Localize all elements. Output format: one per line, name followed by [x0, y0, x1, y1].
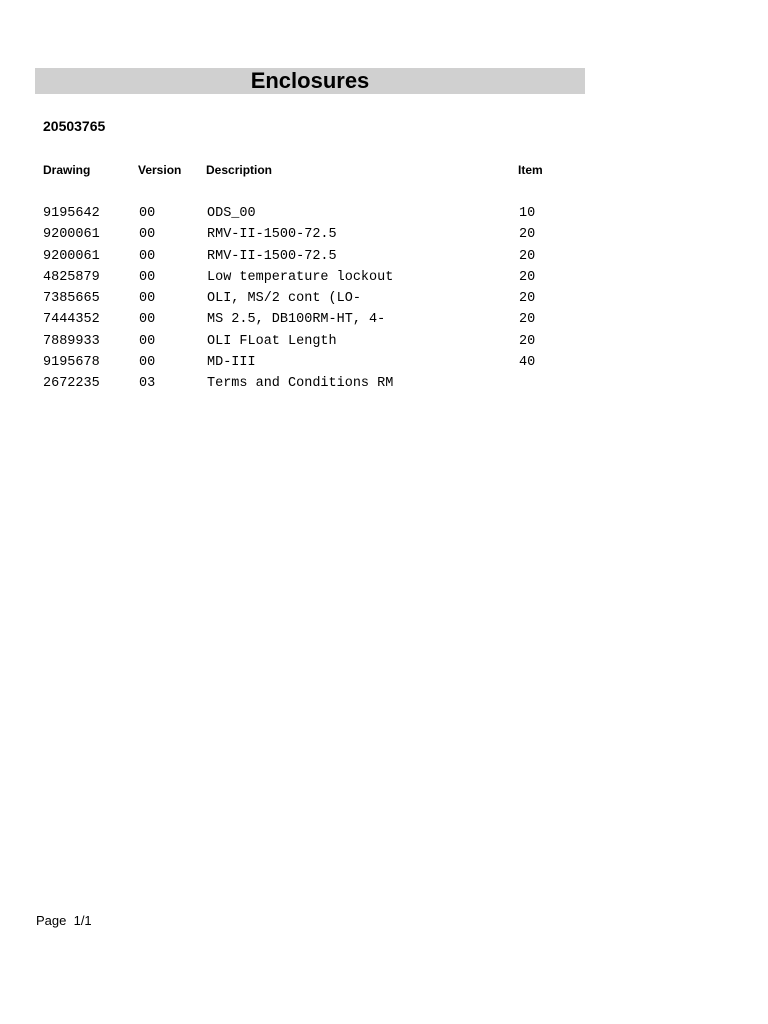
title-bar	[35, 68, 585, 94]
page-title: Enclosures	[250, 68, 370, 93]
cell-description: OLI, MS/2 cont (LO-	[207, 291, 361, 307]
page-number: Page 1/1	[36, 913, 92, 928]
cell-version: 00	[139, 206, 156, 221]
cell-drawing: 9195642	[43, 206, 100, 221]
cell-item: 20	[519, 333, 536, 349]
cell-drawing: 2672235	[43, 376, 100, 392]
cell-version: 00	[139, 355, 156, 371]
column-header-drawing: Drawing	[43, 163, 91, 177]
cell-description: RMV-II-1500-72.5	[207, 248, 337, 264]
cell-version: 00	[139, 312, 156, 328]
cell-description: ODS_00	[207, 206, 256, 221]
cell-version: 00	[139, 227, 156, 243]
cell-version: 00	[139, 269, 156, 285]
cell-version: 00	[139, 333, 156, 349]
cell-item: 20	[519, 248, 536, 264]
cell-item: 40	[519, 355, 536, 371]
cell-description: Low temperature lockout	[207, 269, 394, 285]
document-number: 20503765	[43, 118, 106, 134]
cell-drawing: 9195678	[43, 355, 100, 371]
table-header	[0, 162, 768, 178]
cell-description: OLI FLoat Length	[207, 333, 337, 349]
cell-drawing: 9200061	[43, 248, 100, 264]
column-header-item: Item	[518, 163, 543, 177]
cell-description: Terms and Conditions RM	[207, 376, 394, 392]
cell-drawing: 4825879	[43, 269, 100, 285]
cell-drawing: 9200061	[43, 227, 100, 243]
column-header-description: Description	[206, 163, 273, 177]
cell-drawing: 7889933	[43, 333, 100, 349]
cell-item: 20	[519, 269, 536, 285]
cell-item: 20	[519, 291, 536, 307]
cell-description: RMV-II-1500-72.5	[207, 227, 337, 243]
table-row	[0, 352, 768, 373]
table-row	[0, 246, 768, 267]
column-header-version: Version	[138, 163, 182, 177]
cell-item: 20	[519, 227, 536, 243]
table-row	[0, 331, 768, 352]
table-row	[0, 267, 768, 288]
cell-version: 00	[139, 291, 156, 307]
enclosures-table	[0, 203, 768, 395]
cell-version: 03	[139, 376, 156, 392]
table-row	[0, 203, 768, 224]
cell-item: 20	[519, 312, 536, 328]
table-row	[0, 224, 768, 245]
table-row	[0, 309, 768, 330]
cell-description: MS 2.5, DB100RM-HT, 4-	[207, 312, 386, 328]
cell-version: 00	[139, 248, 156, 264]
cell-drawing: 7444352	[43, 312, 100, 328]
cell-description: MD-III	[207, 355, 256, 371]
cell-item: 10	[519, 206, 536, 221]
table-row	[0, 373, 768, 394]
table-row	[0, 288, 768, 309]
cell-drawing: 7385665	[43, 291, 100, 307]
